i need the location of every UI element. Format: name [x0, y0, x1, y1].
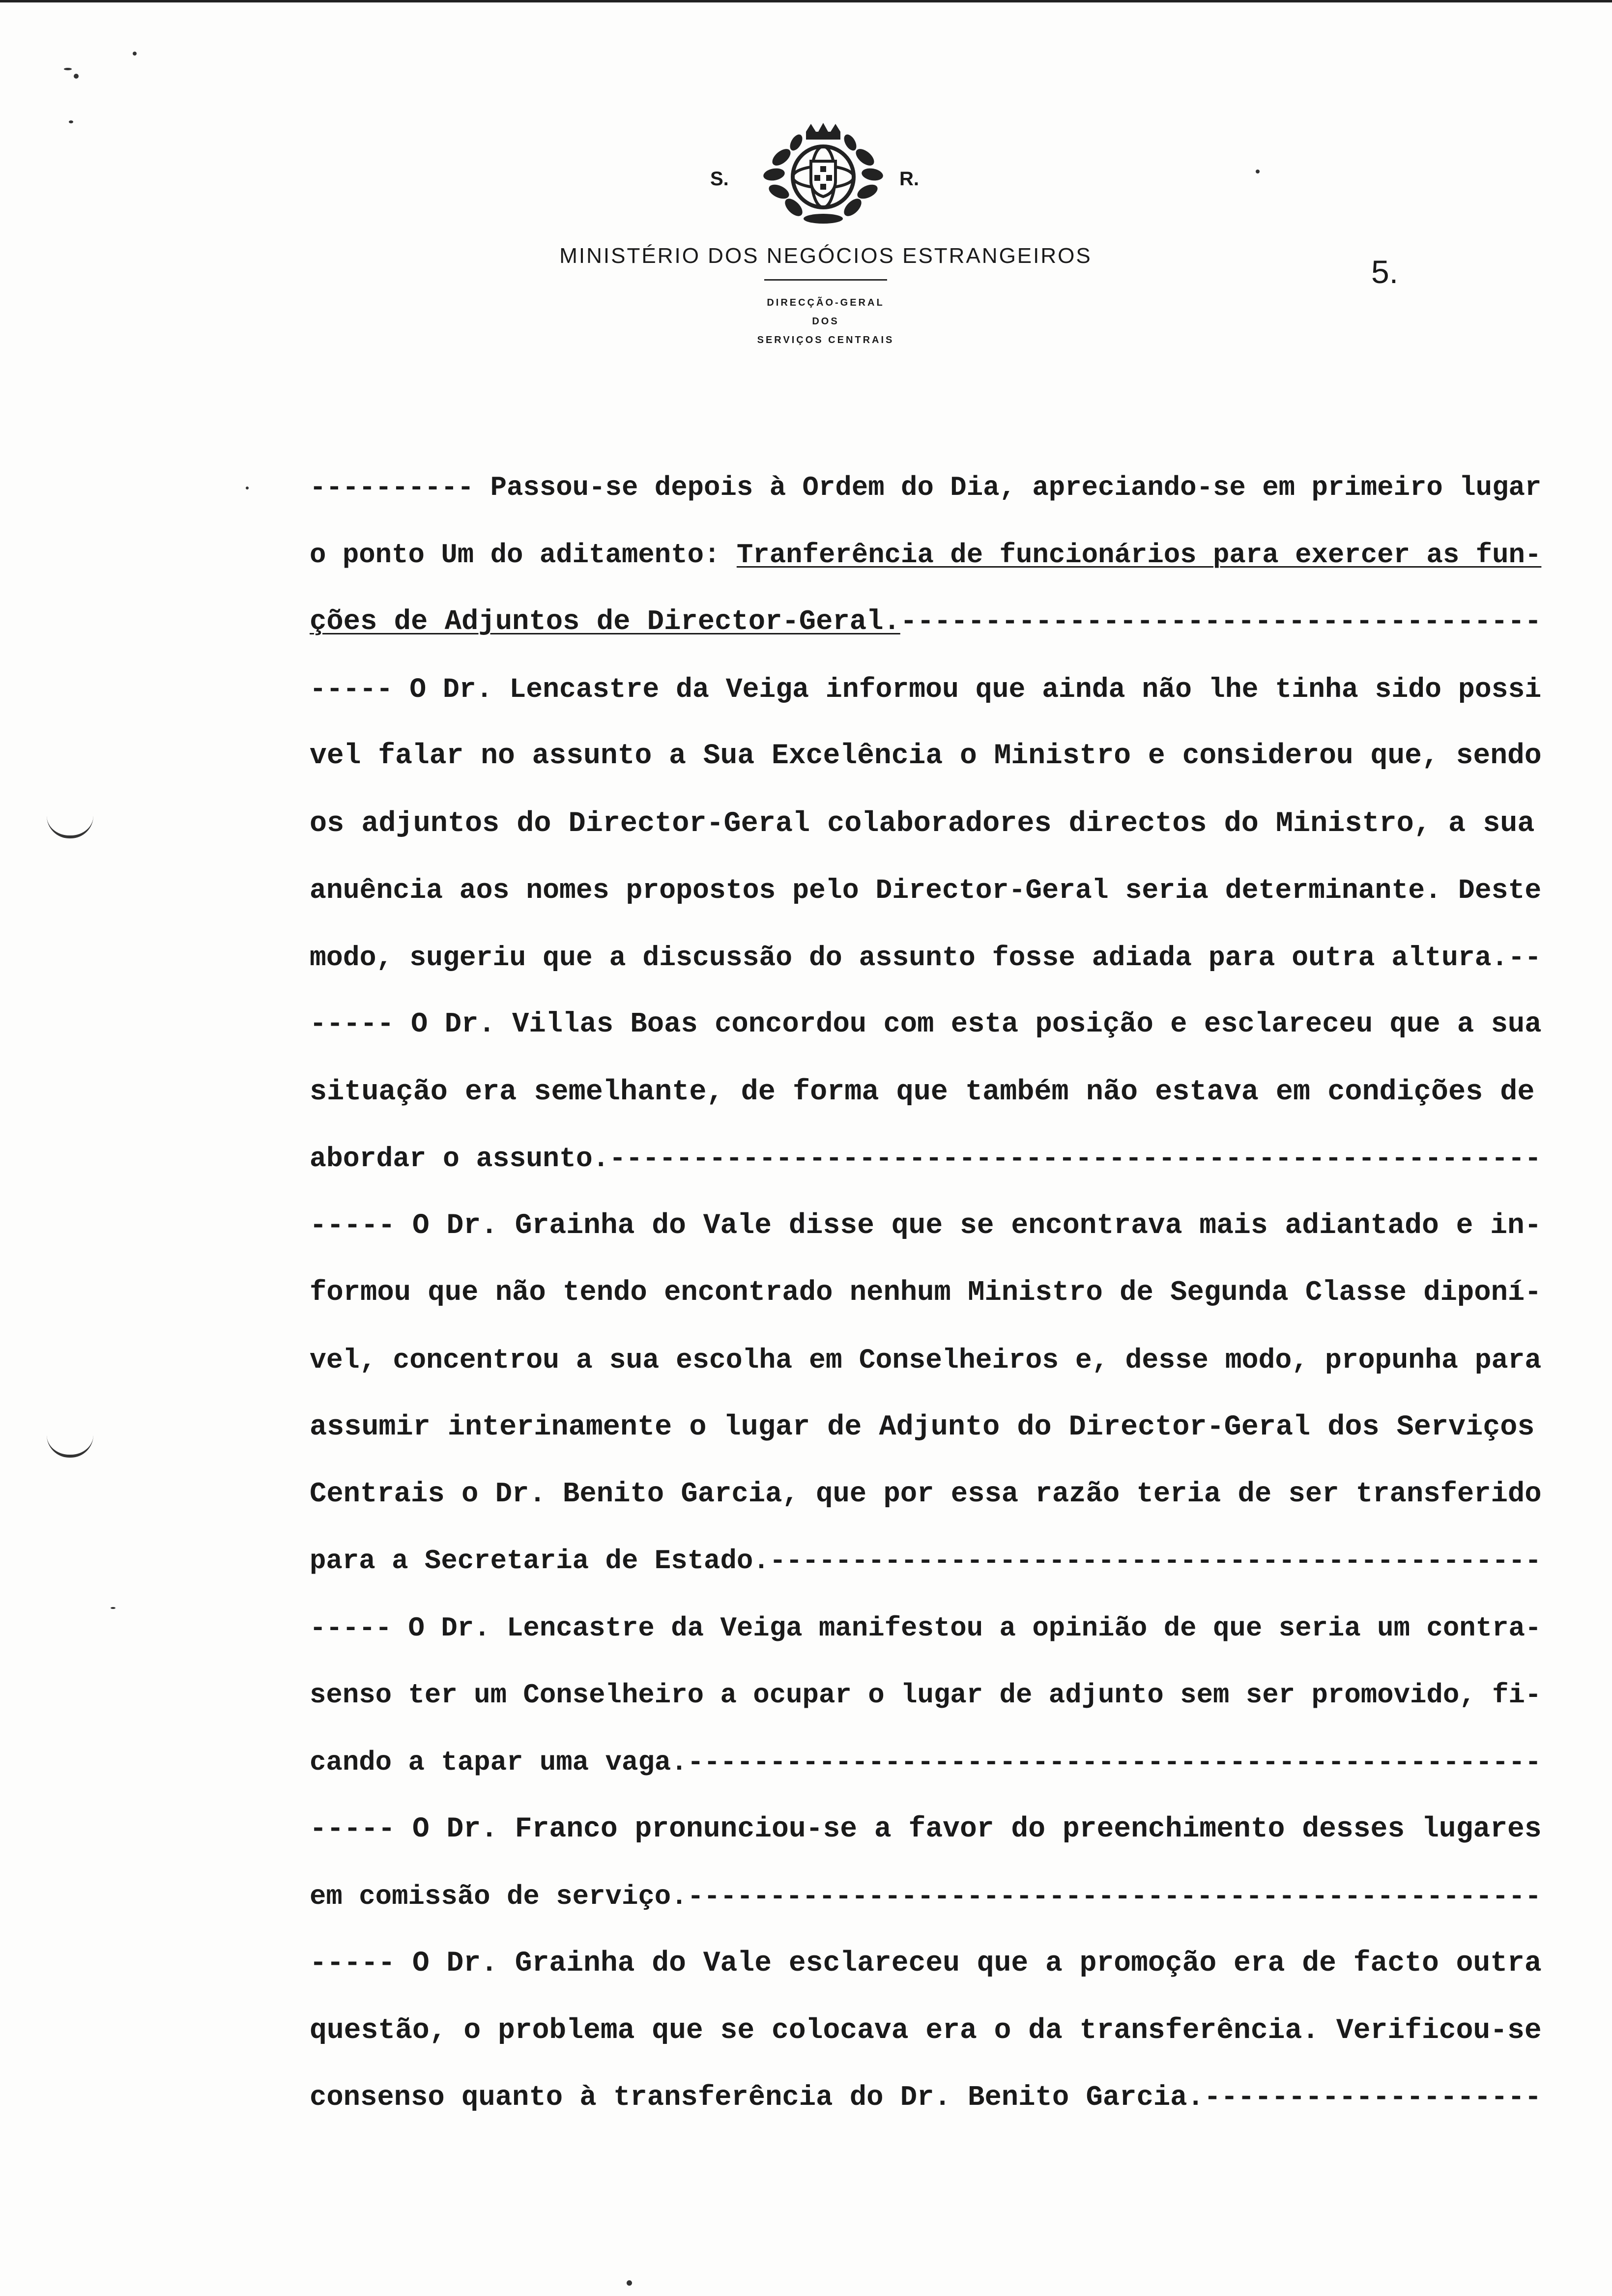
text-segment: ----- O Dr. Lencastre da Veiga manifestou a opinião de que seria um contra- — [310, 1612, 1542, 1644]
text-segment: senso ter um Conselheiro a ocupar o lugar de adjunto sem ser promovido, fi- — [310, 1680, 1542, 1711]
text-segment: ---------- Passou-se depois à Ordem do Dia, apreciando-se em primeiro lugar — [310, 472, 1542, 503]
text-segment: para a Secretaria de Estado.----------------------------------------------- — [310, 1546, 1542, 1577]
scan-speck — [627, 2280, 632, 2286]
seal-row — [521, 123, 1130, 226]
text-line — [310, 1461, 1548, 1528]
text-line — [310, 589, 1548, 656]
text-segment: ----- O Dr. Lencastre da Veiga informou que ainda não lhe tinha sido possi — [310, 673, 1542, 705]
department-line-2: DOS — [812, 316, 839, 327]
text-segment: Centrais o Dr. Benito Garcia, que por essa razão teria de ser transferido — [310, 1478, 1542, 1510]
department-line-1: DIRECÇÃO-GERAL — [767, 297, 885, 308]
scan-speck — [111, 1607, 115, 1609]
text-segment: formou que não tendo encontrado nenhum Ministro de Segunda Classe diponí- — [310, 1277, 1542, 1309]
scan-speck — [69, 120, 73, 123]
text-segment: questão, o problema que se colocava era o da transferência. Verificou-se — [310, 2014, 1542, 2047]
text-line — [310, 1394, 1548, 1461]
text-line — [310, 1260, 1548, 1327]
text-line — [310, 1729, 1548, 1797]
text-segment: ----- O Dr. Grainha do Vale esclareceu que a promoção era de facto outra — [310, 1948, 1542, 1980]
coat-of-arms-seal-icon — [752, 123, 894, 226]
text-segment: abordar o assunto.-------------------------------------------------------- — [310, 1143, 1542, 1175]
text-line — [310, 1998, 1548, 2065]
text-line — [310, 1059, 1548, 1126]
text-line — [310, 656, 1548, 723]
scan-speck — [74, 74, 79, 79]
text-segment: consenso quanto à transferência do Dr. Benito Garcia.-------------------- — [310, 2082, 1542, 2114]
scan-edge-mark — [47, 816, 93, 838]
text-line — [310, 1796, 1548, 1864]
text-line — [310, 924, 1548, 992]
text-segment: o ponto Um do aditamento: — [310, 539, 737, 571]
text-segment: cando a tapar uma vaga.---------------------------------------------------- — [310, 1747, 1542, 1778]
text-line — [310, 723, 1548, 790]
scan-speck — [246, 487, 249, 489]
text-line — [310, 455, 1548, 522]
text-segment: -------------------------------------- — [900, 606, 1542, 638]
text-line — [310, 1327, 1548, 1394]
text-line — [310, 857, 1548, 924]
underlined-text: ções de Adjuntos de Director-Geral. — [310, 606, 900, 638]
text-segment: ----- O Dr. Grainha do Vale disse que se encontrava mais adiantado e in- — [310, 1209, 1542, 1242]
ministry-name: MINISTÉRIO DOS NEGÓCIOS ESTRANGEIROS — [559, 244, 1092, 268]
text-segment: vel, concentrou a sua escolha em Conselheiros e, desse modo, propunha para — [310, 1344, 1542, 1376]
text-segment: ----- O Dr. Franco pronunciou-se a favor do preenchimento desses lugares — [310, 1813, 1542, 1845]
scan-speck — [1256, 170, 1260, 173]
text-segment: ----- O Dr. Villas Boas concordou com esta posição e esclareceu que a sua — [310, 1008, 1542, 1040]
text-line — [310, 1125, 1548, 1193]
minutes-body-text — [310, 455, 1548, 2132]
text-segment: em comissão de serviço.---------------------------------------------------- — [310, 1881, 1542, 1912]
text-segment: os adjuntos do Director-Geral colaboradores directos do Ministro, a sua — [310, 806, 1535, 840]
scan-top-edge — [0, 0, 1612, 2]
text-segment: assumir interinamente o lugar de Adjunto do Director-Geral dos Serviços — [310, 1410, 1535, 1443]
text-line — [310, 1528, 1548, 1595]
seal-left-letter: S. — [710, 168, 729, 190]
text-line — [310, 1864, 1548, 1931]
page-number: 5. — [1371, 254, 1399, 290]
text-segment: vel falar no assunto a Sua Excelência o Ministro e considerou que, sendo — [310, 740, 1542, 772]
text-segment: anuência aos nomes propostos pelo Director-Geral seria determinante. Deste — [310, 875, 1542, 906]
ministry-divider — [764, 279, 887, 281]
seal-right-letter: R. — [899, 168, 919, 190]
text-line — [310, 2065, 1548, 2132]
text-line — [310, 1662, 1548, 1729]
text-segment: situação era semelhante, de forma que também não estava em condições de — [310, 1075, 1535, 1108]
text-line — [310, 522, 1548, 589]
scan-speck — [133, 52, 137, 56]
text-line — [310, 1193, 1548, 1260]
letterhead — [521, 123, 1130, 349]
text-line — [310, 790, 1548, 858]
text-line — [310, 991, 1548, 1059]
underlined-text: Tranferência de funcionários para exercer as fun- — [736, 539, 1542, 571]
scan-edge-mark — [47, 1435, 93, 1458]
scan-speck — [64, 68, 72, 70]
text-segment: modo, sugeriu que a discussão do assunto fosse adiada para outra altura.-- — [310, 942, 1542, 974]
department-line-3: SERVIÇOS CENTRAIS — [757, 335, 894, 345]
text-line — [310, 1930, 1548, 1998]
text-line — [310, 1595, 1548, 1663]
